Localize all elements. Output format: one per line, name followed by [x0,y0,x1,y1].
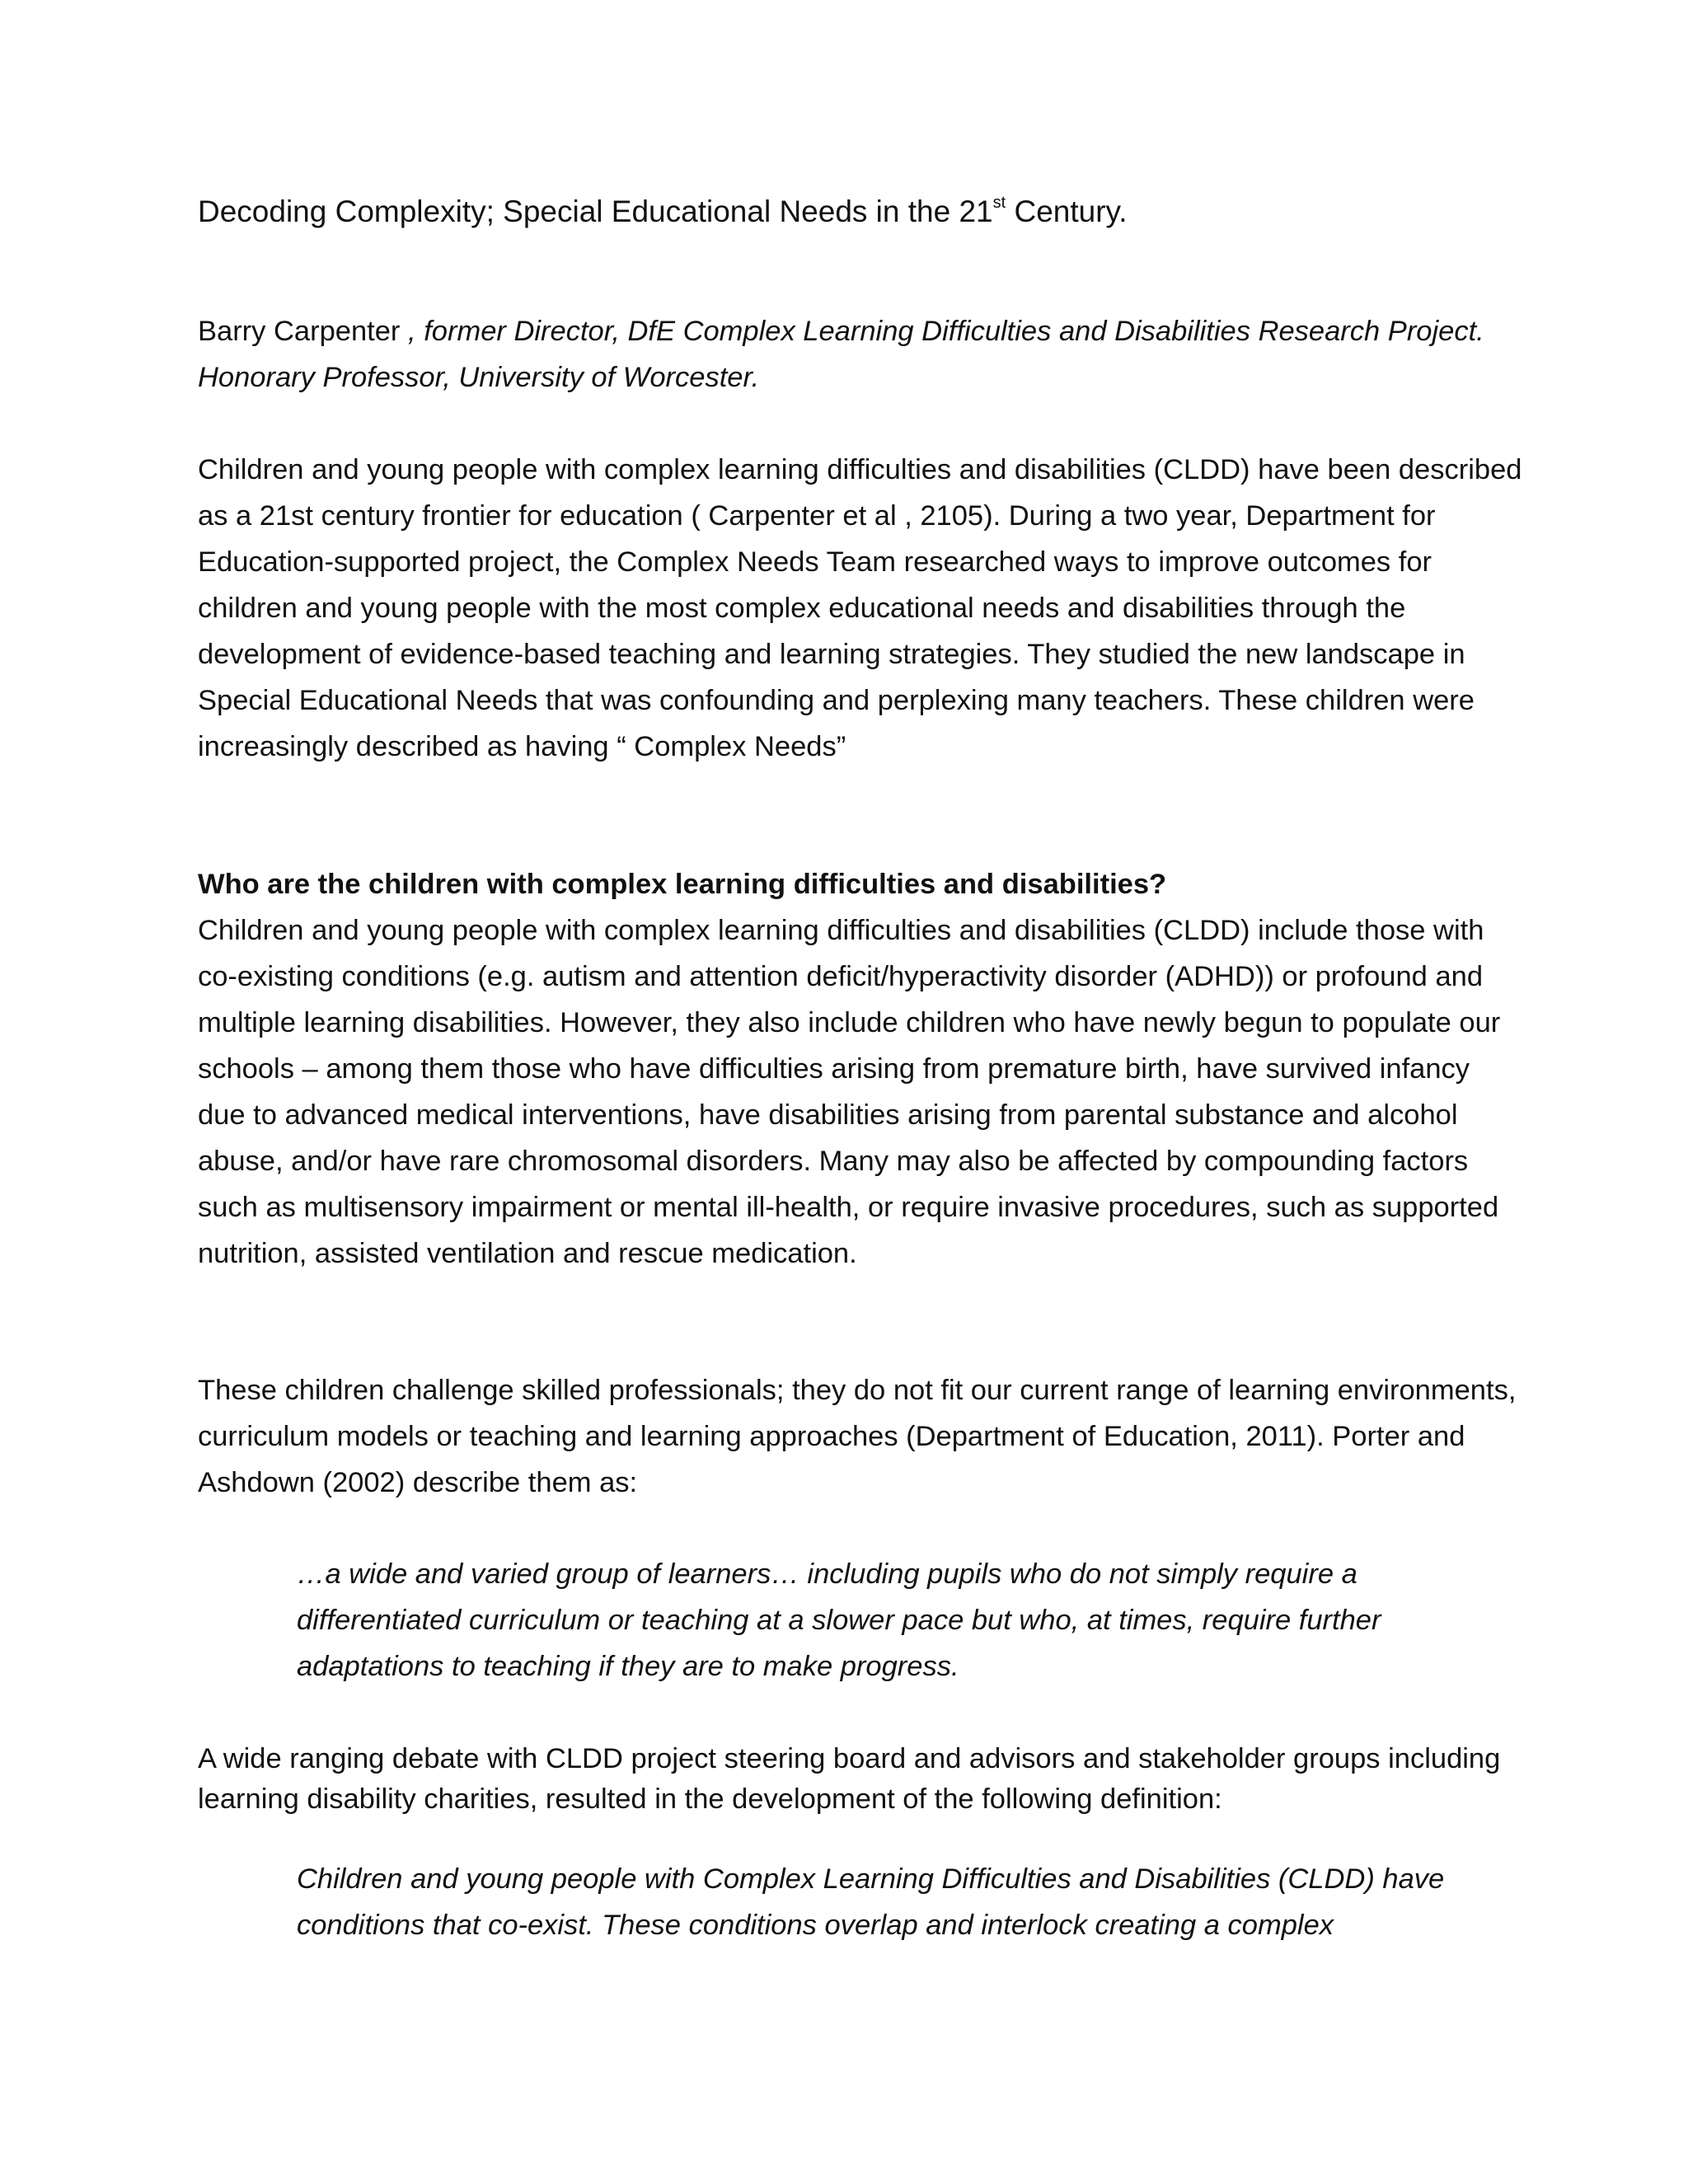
intro-paragraph: Children and young people with complex learning difficulties and disabilities (CLDD) have been described as a 21st century frontier for education ( Carpenter et al , 2105). During a two year, Department for Education-supported project, the Complex Needs Team researched ways to improve outcomes for children and young people with the most complex educational needs and disabilities through the development of evidence-based teaching and learning strategies. They studied the new landscape in Special Educational Needs that was confounding and perplexing many teachers. These children were increasingly described as having “ Complex Needs” [198,454,1522,762]
author-role: , former Director, DfE Complex Learning Difficulties and Disabilities Research Project. Honorary Professor, University of Worcester. [198,316,1484,393]
title-superscript: st [992,193,1006,212]
challenge-paragraph: These children challenge skilled professionals; they do not fit our current range of learning environments, curriculum models or teaching and learning approaches (Department of Education, 2011). Porter and Ashdown (2002) describe them as: [198,1375,1517,1498]
debate-paragraph: A wide ranging debate with CLDD project steering board and advisors and stakeholder groups including learning disability charities, resulted in the development of the following definition: [198,1743,1501,1815]
title-tail: Century. [1006,194,1128,228]
who-paragraph: Children and young people with complex learning difficulties and disabilities (CLDD) include those with co-existing conditions (e.g. autism and attention deficit/hyperactivity disorder (ADHD)) or profound and multiple learning disabilities. However, they also include children who have newly begun to populate our schools – among them those who have difficulties arising from premature birth, have survived infancy due to advanced medical interventions, have disabilities arising from parental substance and alcohol abuse, and/or have rare chromosomal disorders. Many may also be affected by compounding factors such as multisensory impairment or mental ill-health, or require invasive procedures, such as supported nutrition, assisted ventilation and rescue medication. [198,915,1501,1269]
document-title [198,191,1517,232]
porter-ashdown-quote: …a wide and varied group of learners… including pupils who do not simply require a differentiated curriculum or teaching at a slower pace but who, at times, require further adaptations to teaching if they are to make progress. [297,1558,1381,1682]
cldd-definition-quote: Children and young people with Complex Learning Difficulties and Disabilities (CLDD) have conditions that co-exist. These conditions overlap and interlock creating a complex [297,1863,1445,1941]
author-line [198,308,1525,401]
title-main: Decoding Complexity; Special Educational Needs in the 21 [198,194,993,228]
author-name: Barry Carpenter [198,316,401,347]
section-heading: Who are the children with complex learning difficulties and disabilities? [198,869,1167,900]
